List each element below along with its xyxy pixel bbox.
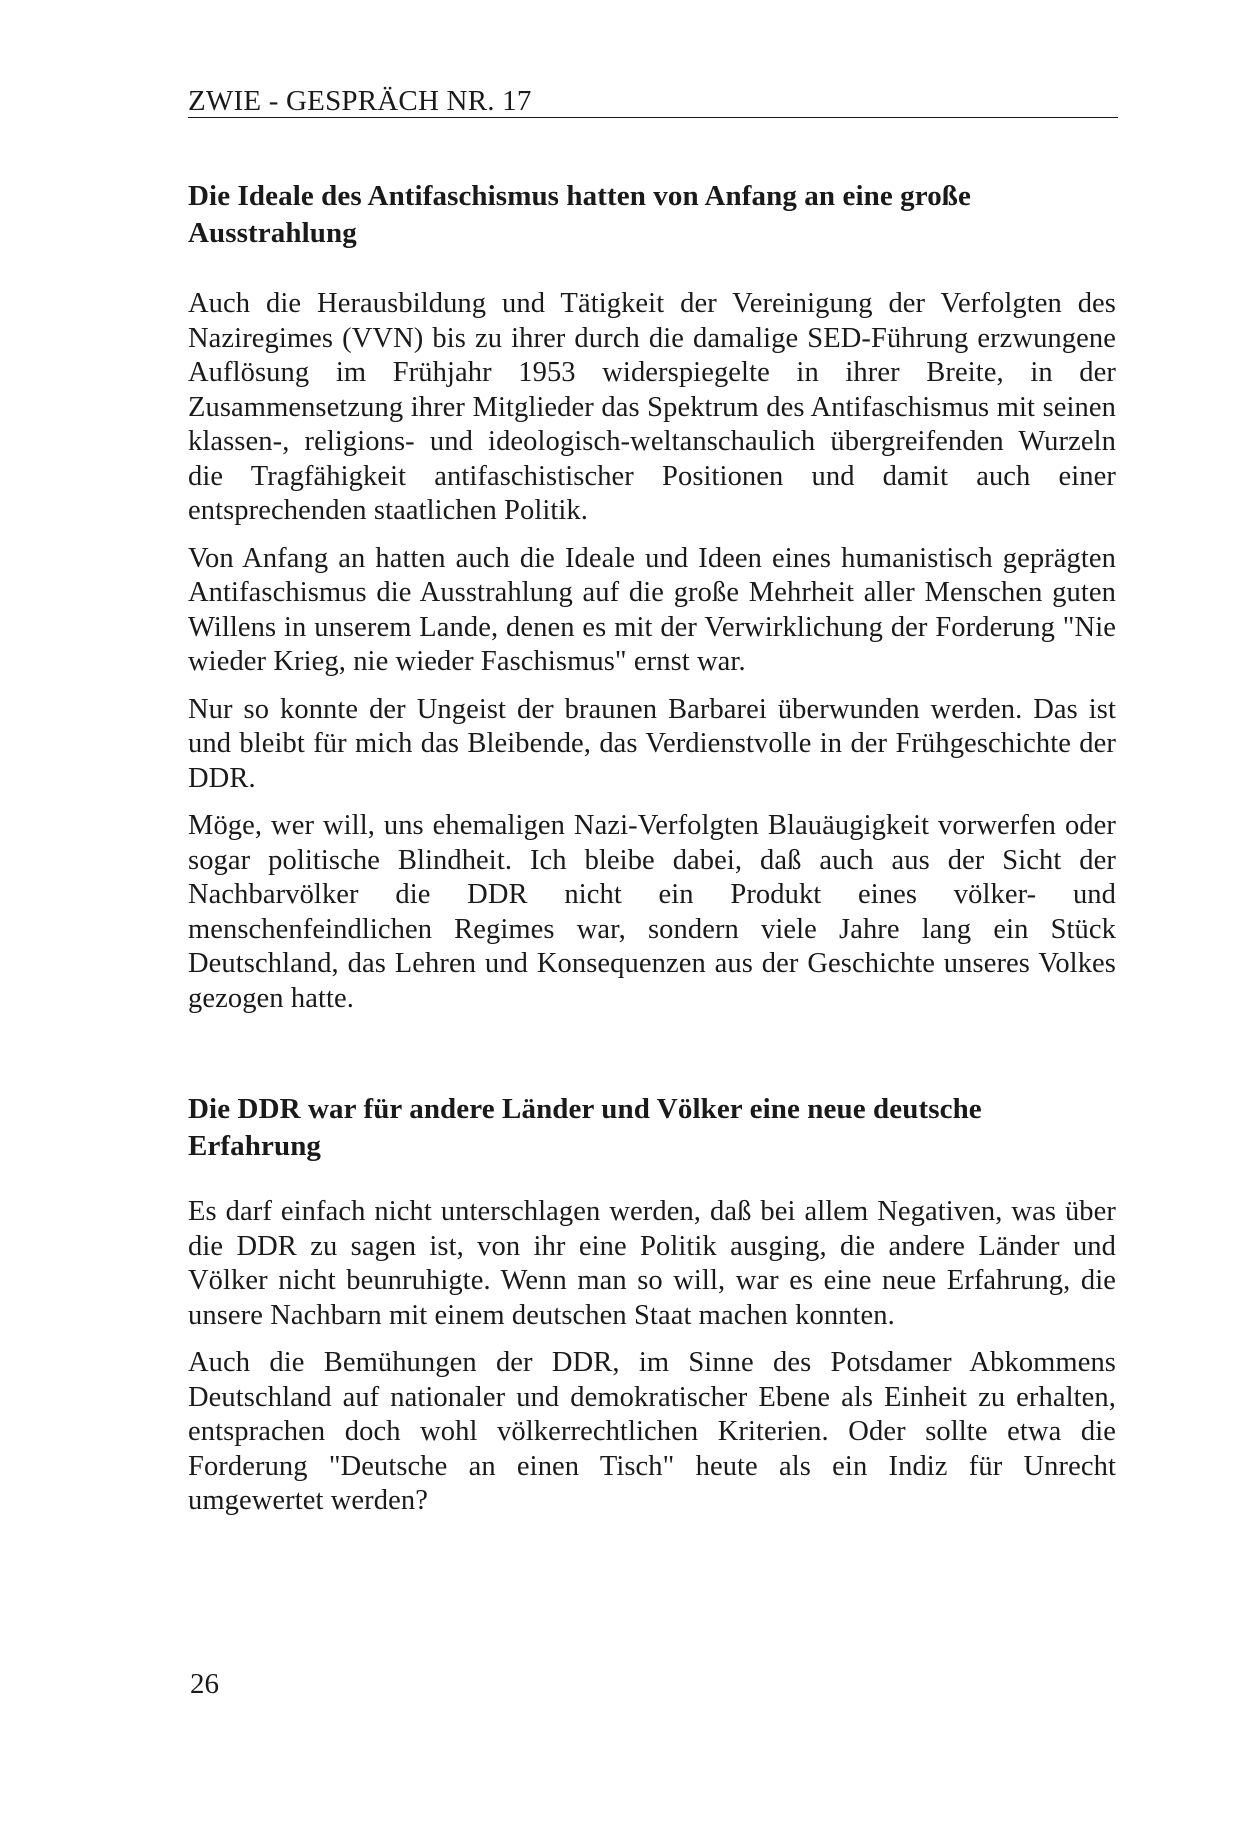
paragraph: Auch die Bemühungen der DDR, im Sinne des Potsdamer Abkommens Deutschland auf nationaler und demokratischer Ebene als Einheit zu erhalten, entsprachen doch wohl völkerrechtlichen Kriterien. Oder sollte etwa die Forderung "Deutsche an einen Tisch" heute als ein Indiz für Unrecht umgewertet werden? — [188, 1347, 1116, 1516]
paragraph: Es darf einfach nicht unterschlagen werden, daß bei allem Negativen, was über die DDR zu sagen ist, von ihr eine Politik ausging, die andere Länder und Völker nicht beunruhigte. Wenn man so will, war es eine neue Erfahrung, die unsere Nachbarn mit einem deutschen Staat machen konnten. — [188, 1196, 1116, 1331]
section-heading-line-2: Ausstrahlung — [188, 217, 357, 249]
section-heading — [188, 1091, 1116, 1165]
running-header — [188, 84, 1118, 122]
section-heading-line-2: Erfahrung — [188, 1130, 322, 1162]
section-heading — [188, 178, 1116, 252]
paragraph: Nur so konnte der Ungeist der braunen Barbarei überwunden werden. Das ist und bleibt für mich das Bleibende, das Verdienstvolle in der Frühgeschichte der DDR. — [188, 693, 1116, 794]
running-header-title: ZWIE - GESPRÄCH NR. 17 — [188, 85, 532, 117]
paragraph: Möge, wer will, uns ehemaligen Nazi-Verfolgten Blauäugigkeit vorwerfen oder sogar politische Blindheit. Ich bleibe dabei, daß auch aus der Sicht der Nachbarvölker die DDR nicht ein Produkt eines völker- und menschenfeindlichen Regimes war, sondern viele Jahre lang ein Stück Deutschland, das Lehren und Konsequenzen aus der Geschichte unseres Volkes gezogen hatte. — [188, 810, 1116, 1014]
section-ddr-erfahrung — [188, 1091, 1116, 1519]
header-rule — [188, 117, 1118, 118]
section-heading-line-1: Die Ideale des Antifaschismus hatten von Anfang an eine große — [188, 180, 971, 212]
paragraph: Auch die Herausbildung und Tätigkeit der Vereinigung der Verfolgten des Naziregimes (VVN) bis zu ihrer durch die damalige SED-Führung erzwungene Auflösung im Frühjahr 1953 widerspiegelte in ihrer Breite, in der Zusammensetzung ihrer Mitglieder das Spektrum des Antifaschismus mit seinen klassen-, religions- und ideologisch-weltanschaulich übergreifenden Wurzeln die Tragfähigkeit antifaschistischer Positionen und damit auch einer entsprechenden staatlichen Politik. — [188, 288, 1116, 526]
paragraph: Von Anfang an hatten auch die Ideale und Ideen eines humanistisch geprägten Antifaschismus die Ausstrahlung auf die große Mehrheit aller Menschen guten Willens in unserem Lande, denen es mit der Verwirklichung der Forderung "Nie wieder Krieg, nie wieder Faschismus" ernst war. — [188, 542, 1116, 677]
section-heading-line-1: Die DDR war für andere Länder und Völker eine neue deutsche — [188, 1093, 982, 1125]
page-number: 26 — [190, 1668, 219, 1700]
section-antifaschismus — [188, 178, 1116, 1016]
